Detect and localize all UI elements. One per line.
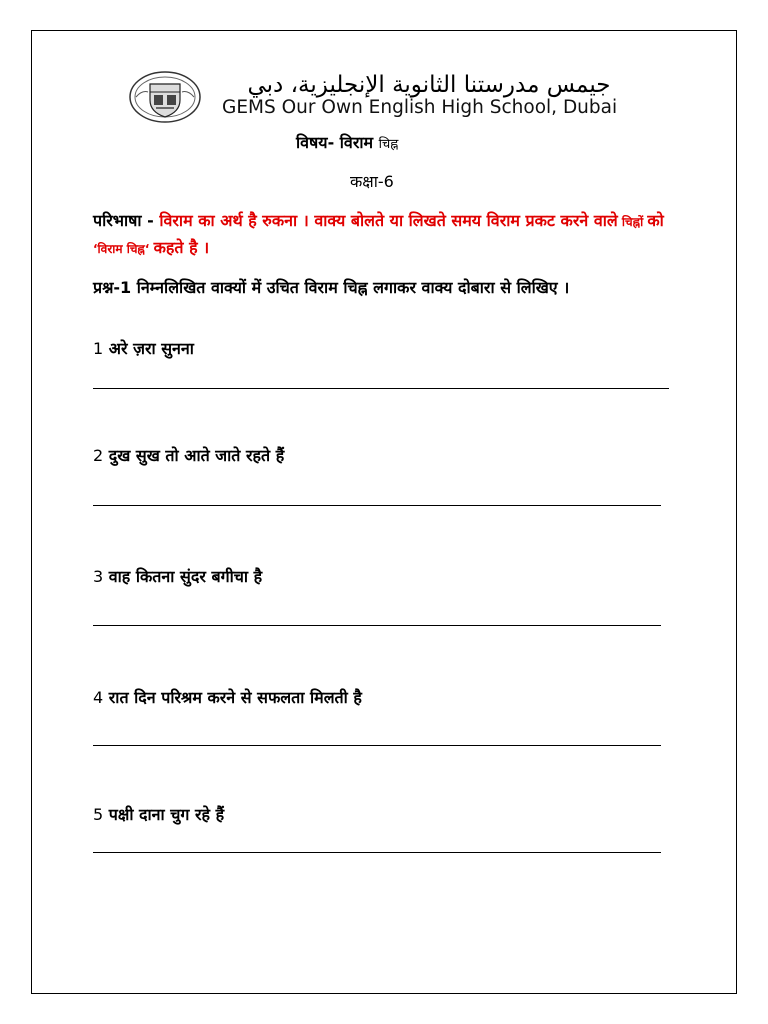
item-number: 1	[93, 339, 104, 358]
item-text: वाह कितना सुंदर बगीचा है	[108, 567, 263, 586]
subject-suffix: चिह्न	[378, 137, 399, 152]
definition-quoted: ‘विराम चिह्न‘	[93, 242, 154, 256]
definition-small-word: चिह्नों	[617, 215, 648, 229]
item-text: पक्षी दाना चुग रहे हैं	[108, 805, 225, 824]
question-instruction: प्रश्न-1 निम्नलिखित वाक्यों में उचित विराम चिह्न लगाकर वाक्य दोबारा से लिखिए ।	[93, 278, 570, 297]
school-name-english: GEMS Our Own English High School, Dubai	[222, 97, 618, 118]
worksheet-title	[296, 131, 398, 157]
item-number: 4	[93, 688, 104, 707]
answer-line-1[interactable]	[93, 388, 669, 389]
item-number: 5	[93, 805, 104, 824]
answer-line-5[interactable]	[93, 852, 661, 853]
answer-line-4[interactable]	[93, 745, 661, 746]
definition-text-part3: कहते है ।	[153, 238, 210, 257]
school-logo-icon	[128, 70, 202, 124]
school-header	[128, 70, 648, 124]
answer-line-3[interactable]	[93, 625, 661, 626]
exercise-item-4	[93, 686, 362, 710]
item-text: दुख सुख तो आते जाते रहते हैं	[108, 446, 285, 465]
subject-label: विषय- विराम	[296, 133, 374, 152]
item-number: 2	[93, 446, 104, 465]
item-number: 3	[93, 567, 104, 586]
grade-label: कक्षा-6	[350, 172, 394, 191]
item-text: अरे ज़रा सुनना	[108, 339, 194, 358]
definition-term: परिभाषा -	[93, 211, 154, 230]
exercise-item-1	[93, 337, 194, 361]
definition-text-part2: को	[647, 211, 664, 230]
definition-text-part1: विराम का अर्थ है रुकना । वाक्य बोलते या लिखते समय विराम प्रकट करने वाले	[153, 211, 618, 230]
exercise-item-2	[93, 444, 284, 468]
answer-line-2[interactable]	[93, 505, 661, 506]
exercise-item-5	[93, 803, 224, 827]
school-name-arabic: جيمس مدرستنا الثانوية الإنجليزية، دبي	[247, 72, 611, 98]
exercise-item-3	[93, 565, 262, 589]
item-text: रात दिन परिश्रम करने से सफलता मिलती है	[108, 688, 362, 707]
definition-paragraph	[93, 208, 693, 262]
